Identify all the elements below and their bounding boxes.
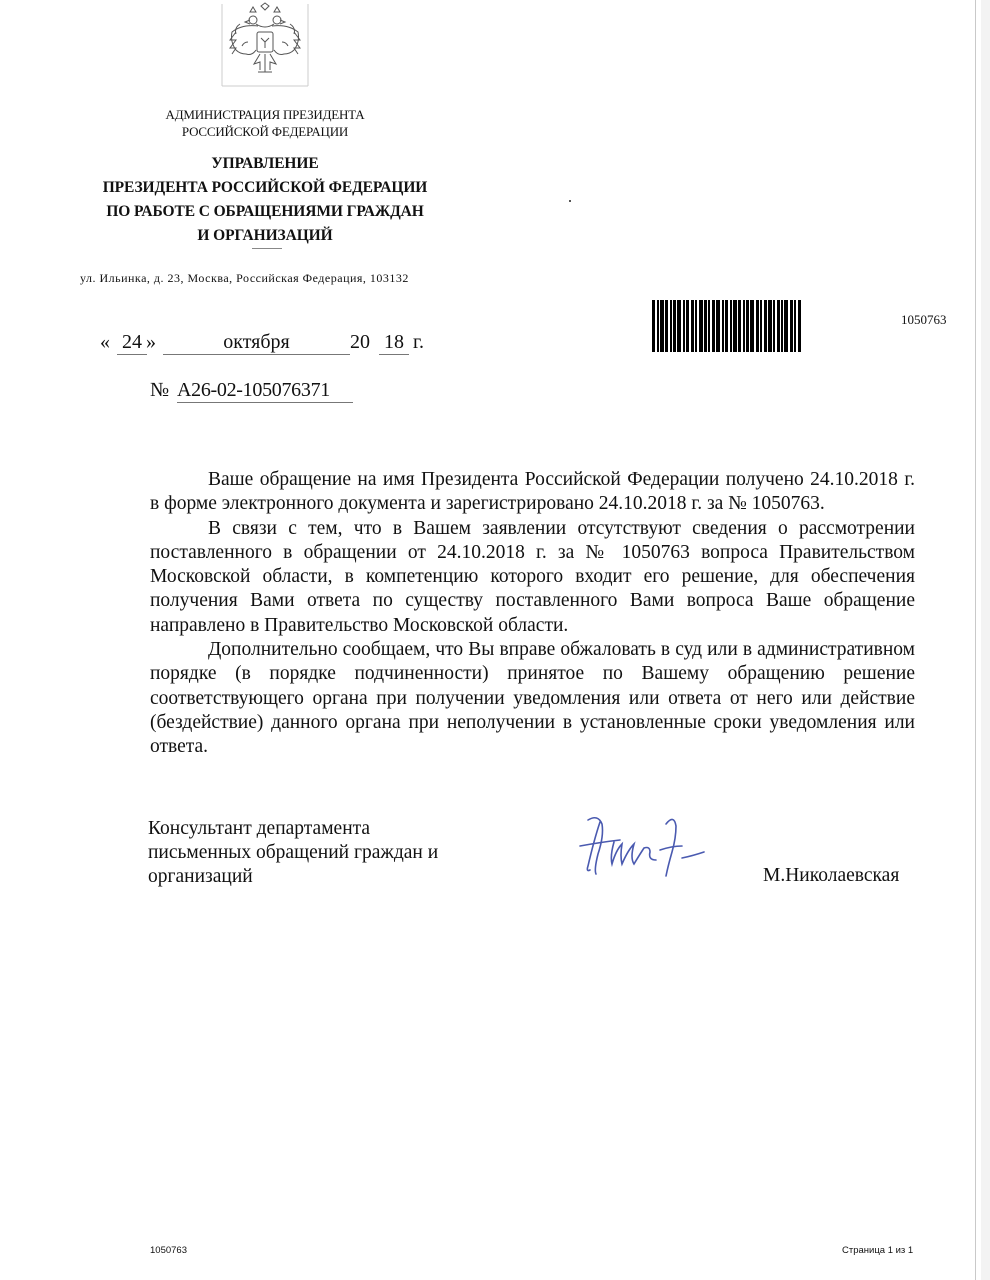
footer-doc-id: 1050763	[150, 1245, 187, 1256]
reference-label: №	[150, 379, 170, 401]
barcode-number: 1050763	[901, 312, 947, 327]
double-headed-eagle-icon	[220, 2, 310, 88]
date-century: 20	[350, 331, 370, 353]
signer-title-line-2: письменных обращений граждан и	[148, 842, 439, 863]
signer-title	[148, 817, 438, 889]
barcode-stripe	[801, 300, 802, 352]
date-year: 18	[379, 331, 409, 355]
barcode	[652, 300, 886, 352]
signer-title-line-3: организаций	[148, 866, 253, 887]
department-divider	[252, 248, 282, 249]
page-edge	[975, 0, 976, 1280]
handwritten-signature-icon	[570, 810, 730, 882]
date-open-quote: «	[100, 331, 110, 353]
date-suffix: г.	[413, 331, 424, 353]
body-paragraph-1: Ваше обращение на имя Президента Российской Федерации получено 24.10.2018 г. в форме электронного документа и зарегистрировано 24.10.2018 г. за № 1050763.	[150, 469, 915, 515]
page-edge-shadow	[981, 0, 990, 1280]
date-day: 24	[117, 331, 147, 355]
department-line-4: И ОРГАНИЗАЦИЙ	[197, 227, 333, 244]
footer-page-info: Страница 1 из 1	[842, 1245, 914, 1256]
date-month: октября	[163, 331, 350, 355]
stray-dot	[569, 200, 571, 202]
body-paragraph-3: Дополнительно сообщаем, что Вы вправе обжаловать в суд или в административном порядке (в порядке подчиненности) принятое по Вашему обращению решение соответствующего органа при получении уведомления или ответа от него или действие (бездействие) данного органа при неполучении в установленные сроки уведомления или ответа.	[150, 639, 915, 758]
body-paragraph-2: В связи с тем, что в Вашем заявлении отсутствуют сведения о рассмотрении поставленного в обращении от 24.10.2018 г. за № 1050763 вопроса Правительством Московской области, в компетенцию которого входит его решение, для обеспечения получения Вами ответа по существу поставленного Вами вопроса Ваше обращение направлено в Правительство Московской области.	[150, 517, 915, 636]
signer-name: М.Николаевская	[763, 865, 900, 886]
administration-line-2: РОССИЙСКОЙ ФЕДЕРАЦИИ	[181, 124, 349, 139]
letter-body	[150, 468, 915, 760]
reference-number: А26-02-105076371	[177, 379, 353, 403]
signer-title-line-1: Консультант департамента	[148, 818, 371, 839]
department-line-1: УПРАВЛЕНИЕ	[211, 155, 319, 172]
department-line-2: ПРЕЗИДЕНТА РОССИЙСКОЙ ФЕДЕРАЦИИ	[102, 179, 428, 196]
date-close-quote: »	[146, 331, 156, 353]
department-line-3: ПО РАБОТЕ С ОБРАЩЕНИЯМИ ГРАЖДАН	[106, 203, 424, 220]
administration-line-1: АДМИНИСТРАЦИЯ ПРЕЗИДЕНТА	[165, 107, 365, 122]
sender-address: ул. Ильинка, д. 23, Москва, Российская Федерация, 103132	[80, 271, 409, 285]
